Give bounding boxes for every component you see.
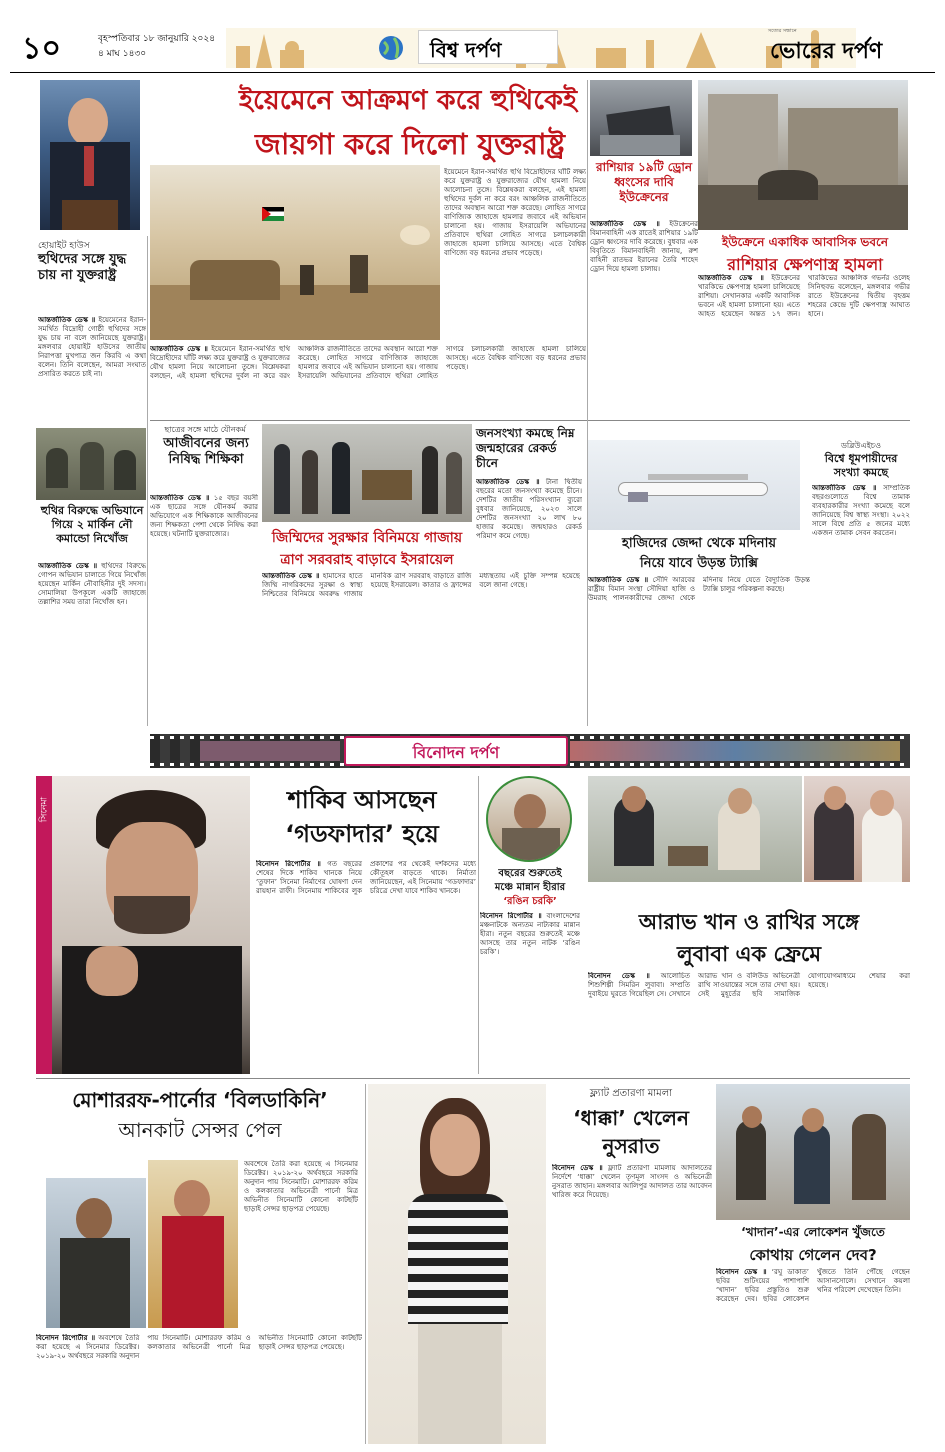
navy-headline: হুথির বিরুদ্ধে অভিযানে গিয়ে ২ মার্কিন নৌ কমান্ডো নিখোঁজ: [40, 504, 144, 545]
whitehouse-byline: আন্তর্জাতিক ডেস্ক ॥: [38, 316, 96, 324]
dev-text: [716, 1268, 910, 1444]
lead-headline-line2: জায়গা করে দিলো যুক্তরাষ্ট্র: [255, 127, 565, 161]
col-rule-2: [587, 80, 588, 726]
lubaba-rakhi-photo: [804, 776, 910, 882]
mannan-hira-photo: [486, 776, 572, 862]
paper-name: ভোরের দর্পণ: [770, 38, 883, 64]
gaza-byline: আন্তর্জাতিক ডেস্ক ॥: [262, 572, 320, 580]
navy-byline: আন্তর্জাতিক ডেস্ক ॥: [38, 562, 98, 570]
teacher-body: ১৫ বছর বয়সী এক ছাত্রের সঙ্গে যৌনকর্ম করার অভিযোগে এক শিক্ষিকাকে আজীবনের জন্য শিক্ষকতা পেশা থেকে নিষিদ্ধ করা হয়েছে। ঘটনাটি যুক্তরাজ্যের।: [150, 494, 258, 538]
dev-headline-line2: কোথায় গেলেন দেব?: [749, 1246, 877, 1264]
nusrat-headline-line2: নুসরাত: [602, 1134, 660, 1158]
cinema-side-tag: [36, 776, 52, 1074]
col-rule-1: [147, 236, 148, 726]
masthead: [0, 0, 945, 74]
col-rule-4: [365, 1084, 366, 1444]
commandos-photo: [36, 428, 146, 500]
hajj-headline-line1: হাজিদের জেদ্দা থেকে মদিনায়: [622, 536, 776, 551]
lubaba-body: আলোচিত শিশুশিল্পী সিমরিন লুবাবা। সম্প্রতি দুবাইয়ে ঘুরতে গিয়েছিল সে। সেখানে আরাভ খান ও বলিউড অভিনেত্রী রাখি সাওয়ান্তের সঙ্গে তার দেখা হয়। সেই মুহূর্তের ছবি সামাজিক যোগাযোগমাধ্যমে শেয়ার করা হয়েছে।: [588, 972, 910, 998]
mannan-headline-line3: ‘রঙিন চরকি’: [503, 896, 557, 907]
dev-byline: বিনোদন ডেস্ক ॥: [716, 1268, 767, 1276]
mosharraf-headline-line1: মোশাররফ-পার্নোর ‘বিলডাকিনি’: [72, 1088, 328, 1112]
lead-headline-line1: ইয়েমেনে আক্রমণ করে হুথিকেই: [238, 85, 577, 116]
shakib-body: গত বছরের শেষের দিকে শাকিব খানকে নিয়ে ‘তুফান’ সিনেমা নির্মাণের ঘোষণা দেন রায়হান রাফী। সিনেমায় শাকিবের লুক প্রকাশের পর থেকেই দর্শকদের মধ্যে কৌতূহল বাড়তে থাকে। নির্মাতা জানিয়েছেন, এই সিনেমায় ‘গডফাদার’ চরিত্রে দেখা যাবে শাকিব খানকে।: [256, 860, 476, 895]
mannan-headline-line1: বছরের শুরুতেই: [498, 868, 562, 879]
hajj-byline: আন্তর্জাতিক ডেস্ক ॥: [588, 576, 649, 584]
mosharraf-byline: বিনোদন রিপোর্টার ॥: [36, 1334, 96, 1342]
section-title: বিশ্ব দর্পণ: [430, 38, 502, 62]
whitehouse-kicker: হোয়াইট হাউস: [38, 241, 90, 251]
ukraine-claim-text: [590, 220, 698, 345]
navy-body: হুথিদের বিরুদ্ধে গোপন অভিযান চালাতে গিয়ে নিখোঁজ হয়েছেন মার্কিন নৌবাহিনীর দুই সদস্য। সোমালিয়া উপকূলে একটি জাহাজে তল্লাশির সময় তারা নিখোঁজ হন।: [38, 562, 146, 606]
hajj-headline-line2: নিয়ে যাবে উড়ন্ত ট্যাক্সি: [640, 556, 758, 571]
lead-body-bottom: [150, 345, 586, 417]
hajj-body: সৌদি আরবের রাষ্ট্রীয় বিমান সংস্থা সৌদিয়া হাজি ও উমরাহ পালনকারীদের জেদ্দা থেকে মদিনায় নিয়ে যেতে বৈদ্যুতিক উড়ন্ত ট্যাক্সি চালুর পরিকল্পনা করছে।: [588, 576, 810, 602]
navy-text: [38, 562, 146, 724]
col-rule-3: [478, 776, 479, 1074]
lubaba-headline-line1: আরাভ খান ও রাখির সঙ্গে: [638, 910, 860, 934]
ukraine-strike-text: [698, 274, 910, 414]
mosharraf-headline-line2: আনকাট সেন্সর পেল: [118, 1118, 282, 1142]
teacher-kicker: ছাত্রের সঙ্গে মাঠে যৌনকর্ম: [164, 425, 246, 434]
nusrat-byline: বিনোদন ডেস্ক ॥: [552, 1164, 603, 1172]
date-line-2: ৪ মাঘ ১৪৩০: [98, 49, 147, 59]
shakib-byline: বিনোদন রিপোর্টার ॥: [256, 860, 321, 868]
mosharraf-body-right: অবশেষে তৈরি করা হয়েছে এ সিনেমার ডিরেক্টর। ২০১৯-২০ অর্থবছরে সরকারি অনুদান পায় সিনেমাটি। মোশাররফ করিম ও কলকাতার অভিনেত্রী পার্নো মিত্র অভিনীত সিনেমাটি কোনো কাটছাঁট ছাড়াই সেন্সর ছাড়পত্র পেয়েছে।: [244, 1160, 358, 1213]
nusrat-body: ফ্ল্যাট প্রতারণা মামলায় আদালতের নির্দেশে ‘ধাক্কা’ খেলেন তৃণমূল সাংসদ ও অভিনেত্রী নুসরাত জাহান। মঙ্গলবার আলিপুর আদালত তার আবেদন খারিজ করে দিয়েছে।: [552, 1164, 712, 1199]
smokers-headline: বিশ্বে ধূমপায়ীদের সংখ্যা কমছে: [824, 452, 898, 479]
masthead-rule: [10, 72, 935, 73]
damaged-building-photo: [698, 80, 908, 230]
flying-taxi-photo: [588, 440, 800, 530]
date-line-1: বৃহস্পতিবার ১৮ জানুয়ারি ২০২৪: [98, 34, 216, 44]
lead-body: ইয়েমেনে ইরান-সমর্থিত হুথি বিদ্রোহীদের ঘাঁটি লক্ষ্য করে যুক্তরাষ্ট্র ও যুক্তরাজ্যের যৌথ হামলা নিয়ে আলোচনা তুঙ্গে। বিশ্লেষকরা বলছেন, এই হামলা হুথিদের দুর্বল না করে বরং আঞ্চলিক রাজনীতিতে তাদের অবস্থান আরো শক্ত করেছে। লোহিত সাগরে বাণিজ্যিক জাহাজে হামলার জবাবে এই অভিযান চালানো হয়। গাজায় ইসরায়েলি অভিযানের প্রতিবাদে হুথিরা লোহিত সাগরে চলাচলকারী জাহাজে হামলা চালিয়ে আসছে। এতে বৈশ্বিক বাণিজ্যে বড় ধরনের প্রভাব পড়েছে।: [444, 168, 586, 257]
mannan-text: [480, 912, 580, 1074]
gaza-people-photo: [262, 424, 472, 522]
ukraine-claim-headline: রাশিয়ার ১৯টি ড্রোন ধ্বংসের দাবি ইউক্রেনের: [596, 160, 692, 204]
nusrat-jahan-photo: [368, 1084, 546, 1444]
dev-location-photo: [716, 1084, 910, 1220]
drone-wreck-photo: [590, 80, 692, 156]
mannan-byline: বিনোদন রিপোর্টার ॥: [480, 912, 542, 920]
whitehouse-text: [38, 316, 146, 424]
shakib-headline-line1: শাকিব আসছেন: [287, 786, 437, 814]
row1-divider: [150, 420, 910, 421]
china-byline: আন্তর্জাতিক ডেস্ক ॥: [476, 478, 540, 486]
ukraine-strike-headline-line1: ইউক্রেনে একাধিক আবাসিক ভবনে: [721, 235, 889, 249]
paper-tagline: সত্যের সন্ধানে: [768, 28, 797, 34]
ukraine-claim-body: ইউক্রেনের বিমানবাহিনী এক রাতেই রাশিয়ার ১৯টি ড্রোন ধ্বংসের দাবি করেছে। বুধবার এক বিবৃতিতে বিমানবাহিনী জানায়, রুশ বাহিনী রাতভর ইরানের তৈরি শাহেদ ড্রোন দিয়ে হামলা চালায়।: [590, 220, 698, 273]
mosharraf-body: অবশেষে তৈরি করা হয়েছে এ সিনেমার ডিরেক্টর। ২০১৯-২০ অর্থবছরে সরকারি অনুদান পায় সিনেমাটি। মোশাররফ করিম ও কলকাতার অভিনেত্রী পার্নো মিত্র অভিনীত সিনেমাটি কোনো কাটছাঁট ছাড়াই সেন্সর ছাড়পত্র পেয়েছে।: [36, 1334, 362, 1360]
gaza-headline-line2: ত্রাণ সরবরাহ বাড়াবে ইসরায়েল: [280, 552, 454, 568]
gaza-text: [262, 572, 580, 722]
teacher-headline: আজীবনের জন্য নিষিদ্ধ শিক্ষিকা: [163, 436, 249, 467]
ukraine-claim-byline: আন্তর্জাতিক ডেস্ক ॥: [590, 220, 660, 228]
mannan-headline-line2: মঞ্চে মান্নান হীরার: [494, 882, 566, 893]
lubaba-arav-photo: [588, 776, 802, 882]
lubaba-text: [588, 972, 910, 1074]
china-headline: জনসংখ্যা কমছে নিম্ন জন্মহারের রেকর্ড চীনে: [476, 426, 575, 470]
lubaba-headline-line2: লুবাবা এক ফ্রেমে: [676, 942, 822, 966]
hajj-text: [588, 576, 810, 722]
ukraine-strike-headline-line2: রাশিয়ার ক্ষেপণাস্ত্র হামলা: [727, 255, 883, 274]
shakib-headline-line2: ‘গডফাদার’ হয়ে: [285, 820, 439, 848]
smokers-text: [812, 484, 910, 722]
gaza-headline-line1: জিম্মিদের সুরক্ষার বিনিময়ে গাজায়: [271, 530, 463, 546]
dev-body: ‘রঘু ডাকাত’ ছবির শুটিংয়ের পাশাপাশি ‘খাদান’ ছবির প্রস্তুতিও শুরু করেছেন দেব। ছবির লোকেশন খুঁজতে তিনি পৌঁছে গেছেন আসানসোলে। সেখানে কয়লা খনির পরিবেশ দেখেছেন তিনি।: [716, 1268, 910, 1303]
whitehouse-body: ইয়েমেনের ইরান-সমর্থিত বিদ্রোহী গোষ্ঠী হুথিদের সঙ্গে যুদ্ধ চায় না বলে জানিয়েছে যুক্তরাষ্ট্র। মঙ্গলবার হোয়াইট হাউসের জাতীয় নিরাপত্তা মুখপাত্র জন কিরবি এ কথা বলেন। তিনি বলেছেন, আমরা সংঘাত প্রসারিত করতে চাই না।: [38, 316, 146, 378]
china-body: টানা দ্বিতীয় বছরের মতো জনসংখ্যা কমেছে চীনে। দেশটির জাতীয় পরিসংখ্যান ব্যুরো বুধবার জানিয়েছে, ২০২৩ সালে দেশটির জনসংখ্যা ২০ লাখ ৮০ হাজার কমেছে। জন্মহারও রেকর্ড পরিমাণ কমে গেছে।: [476, 478, 582, 540]
ukraine-strike-body: ইউক্রেনের খারকিভে ক্ষেপণাস্ত্র হামলা চালিয়েছে রাশিয়া। সেখানকার একটি আবাসিক ভবনে এই হামলা চালানো হয়। এতে আহত হয়েছেন অন্তত ১৭ জন। খারকিভের আঞ্চলিক গভর্নর ওলেহ সিনিহুবভ বলেছেন, মঙ্গলবার গভীর রাতে ইউক্রেনের দ্বিতীয় বৃহত্তম শহরের কেন্দ্রে দুটি ক্ষেপণাস্ত্র আঘাত হানে।: [698, 274, 910, 318]
nusrat-kicker: ফ্ল্যাট প্রতারণা মামলা: [589, 1088, 673, 1099]
mosharraf-text-bottom: [36, 1334, 362, 1434]
lead-body-top: [444, 168, 586, 340]
page-number: ১০: [22, 31, 61, 66]
whitehouse-headline: হুথিদের সঙ্গে যুদ্ধ চায় না যুক্তরাষ্ট্র: [38, 252, 127, 283]
lubaba-byline: বিনোদন ডেস্ক ॥: [588, 972, 650, 980]
row2-divider: [36, 1078, 910, 1079]
dev-headline-line1: ‘খাদান’-এর লোকেশন খুঁজতে: [741, 1225, 885, 1239]
yemen-fighters-photo: [150, 165, 440, 340]
lead-byline: আন্তর্জাতিক ডেস্ক ॥: [150, 345, 208, 353]
entertainment-title: বিনোদন দর্পণ: [412, 743, 500, 762]
shakib-khan-photo: [52, 776, 250, 1074]
smokers-kicker: ডব্লিউএইচও: [841, 441, 881, 450]
mannan-body: বাংলাদেশের মঞ্চনাটকে অন্যতম নাট্যকার মান্নান হীরা। নতুন বছরের শুরুতেই মঞ্চে আসছে তার নতুন নাটক ‘রঙিন চরকি’।: [480, 912, 580, 956]
smokers-body: সাম্প্রতিক বছরগুলোতে বিশ্বে তামাক ব্যবহারকারীর সংখ্যা কমেছে বলে জানিয়েছে বিশ্ব স্বাস্থ্য সংস্থা। ২০২২ সালে বিশ্বে প্রতি ৫ জনের মধ্যে একজন তামাক সেবন করতেন।: [812, 484, 910, 537]
shakib-text: [256, 860, 476, 1074]
nusrat-headline-line1: ‘ধাক্কা’ খেলেন: [573, 1106, 689, 1130]
nusrat-text: [552, 1164, 712, 1444]
gaza-body: হামাসের হাতে জিম্মি নাগরিকদের সুরক্ষা ও স্বাস্থ্য নিশ্চিতের বিনিময়ে অবরুদ্ধ গাজায় মানবিক ত্রাণ সরবরাহ বাড়াতে রাজি হয়েছে ইসরায়েল। কাতার ও ফ্রান্সের মধ্যস্থতায় এই চুক্তি সম্পন্ন হয়েছে বলে জানা গেছে।: [262, 572, 580, 598]
john-kirby-photo: [40, 80, 140, 230]
smokers-byline: আন্তর্জাতিক ডেস্ক ॥: [812, 484, 877, 492]
parno-mittra-photo: [148, 1160, 238, 1328]
teacher-text: [150, 494, 258, 624]
china-text: [476, 478, 582, 568]
mosharraf-text-right: [244, 1160, 358, 1330]
ukraine-strike-byline: আন্তর্জাতিক ডেস্ক ॥: [698, 274, 764, 282]
mosharraf-karim-photo: [46, 1178, 146, 1328]
cinema-side-tag-text: সিনেমা: [39, 796, 50, 823]
teacher-byline: আন্তর্জাতিক ডেস্ক ॥: [150, 494, 210, 502]
lead-body-cont: ইয়েমেনে ইরান-সমর্থিত হুথি বিদ্রোহীদের ঘাঁটি লক্ষ্য করে যুক্তরাষ্ট্র ও যুক্তরাজ্যের যৌথ হামলা নিয়ে আলোচনা তুঙ্গে। বিশ্লেষকরা বলছেন, এই হামলা হুথিদের দুর্বল না করে বরং আঞ্চলিক রাজনীতিতে তাদের অবস্থান আরো শক্ত করেছে। লোহিত সাগরে বাণিজ্যিক জাহাজে হামলার জবাবে এই অভিযান চালানো হয়। গাজায় ইসরায়েলি অভিযানের প্রতিবাদে হুথিরা লোহিত সাগরে চলাচলকারী জাহাজে হামলা চালিয়ে আসছে। এতে বৈশ্বিক বাণিজ্যে বড় ধরনের প্রভাব পড়েছে।: [150, 345, 586, 380]
